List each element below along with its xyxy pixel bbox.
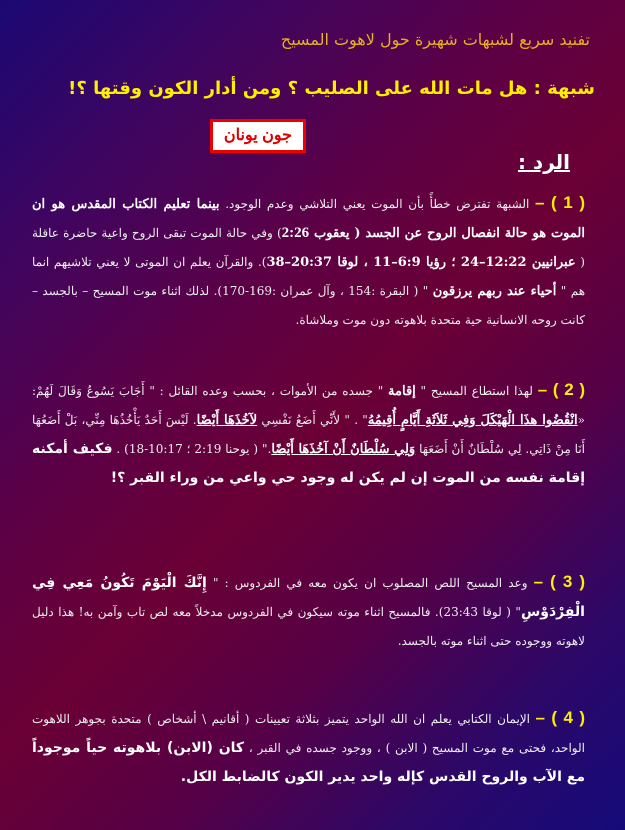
paragraph-2 <box>32 375 585 493</box>
emphasized-text: إِنَّكَ الْيَوْمَ تَكُونُ مَعِي فِي الْفِرْدَوْسِ <box>32 575 585 620</box>
emphasized-text: بينما تعليم الكتاب المقدس هو ان الموت هو حالة انفصال الروح عن الجسد ( يعقوب <box>32 197 585 241</box>
emphasized-text: 2:26 <box>281 225 310 241</box>
emphasized-text: كان (الابن) بلاهوته حياً موجوداً مع الآب والروح القدس كإله واحد يدير الكون كالضابط الكل. <box>32 740 585 785</box>
emphasized-text: عبرانيين 12:22–24 ؛ رؤيا 6:9–11 ، لوقا 20:37–38 <box>266 255 576 270</box>
reply-heading: الرد : <box>517 150 570 174</box>
paragraph-text: ). والقرآن يعلم ان الموتى لا يعني تلاشيهم انما هم " <box>32 255 586 298</box>
emphasized-text: لآخُذَهَا أَيْضًا <box>196 413 258 428</box>
emphasized-text: انْقُضُوا هذَا الْهَيْكَلَ وَفِي ثَلاَثَةِ أَيَّامٍ أُقِيمُهُ <box>367 413 578 428</box>
paragraph-text: " جسده من الأموات ، بحسب وعده القائل : " أَجَابَ يَسُوعُ وَقَالَ لَهُمْ: « <box>32 384 585 427</box>
paragraph-text: " . " لأَنِّي أَضَعُ نَفْسِي <box>257 413 368 427</box>
paragraph-1 <box>32 188 585 335</box>
paragraph-text: وعد المسيح اللص المصلوب ان يكون معه في الفردوس : " <box>206 576 534 590</box>
emphasized-text: إقامة <box>388 384 416 399</box>
emphasized-text: فكيف أمكنه إقامة نفسه من الموت إن لم يكن له وجود حي واعي من وراء القبر ؟! <box>32 441 585 486</box>
paragraph-number: ( 3 ) – <box>533 572 585 591</box>
author-badge: جون يونان <box>210 119 306 153</box>
paragraph-text: " ( البقرة :154 ، وآل عمران :169-170). لذلك اثناء موت المسيح – بالجسد – كانت روحه الانسانية حية متحدة بلاهوته دون موت وملاشاة. <box>32 284 585 327</box>
paragraph-text: " ( لوقا 23:43). فالمسيح اثناء موته سيكون في الفردوس مدخلاً معه لص تاب وآمن به! هذا دليل لاهوته ووجوده حتى اثناء موته بالجسد. <box>32 605 585 648</box>
document-title: شبهة : هل مات الله على الصليب ؟ ومن أدار الكون وقتها ؟! <box>68 78 595 99</box>
paragraph-text: ." ( يوحنا 2:19 ؛ 10:17-18) . <box>112 442 272 456</box>
paragraph-text: الشبهة تفترض خطأً بأن الموت يعني التلاشي وعدم الوجود. <box>219 197 536 211</box>
emphasized-text: أحياء عند ربهم يرزقون <box>432 284 557 299</box>
paragraph-text: لهذا استطاع المسيح " <box>415 384 538 398</box>
paragraph-text: ) وفي حالة الموت تبقى الروح واعية حاضرة عاقلة ( <box>32 226 585 269</box>
emphasized-text: وَلِي سُلْطَانٌ أَنْ آخُذَهَا أَيْضًا <box>271 442 416 457</box>
paragraph-number: ( 1 ) – <box>535 193 585 212</box>
paragraph-number: ( 2 ) – <box>537 380 586 399</box>
paragraph-number: ( 4 ) – <box>535 708 585 727</box>
paragraph-4 <box>32 703 585 792</box>
paragraph-3 <box>32 567 585 656</box>
document-subtitle: تفنيد سريع لشبهات شهيرة حول لاهوت المسيح <box>280 30 590 49</box>
paragraph-text: . لَيْسَ أَحَدٌ يَأْخُذُهَا مِنِّي، بَلْ أَضَعُهَا أَنَا مِنْ ذَاتِي. لِي سُلْطَانٌ أَنْ أَضَعَهَا <box>32 413 585 456</box>
paragraph-text: الإيمان الكتابي يعلم ان الله الواحد يتميز بثلاثة تعيينات ( أقانيم \ أشخاص ) متحدة بجوهر اللاهوت الواحد، فحتى مع موت المسيح ( الابن ) ، ووجود جسده في القبر ، <box>32 712 585 755</box>
